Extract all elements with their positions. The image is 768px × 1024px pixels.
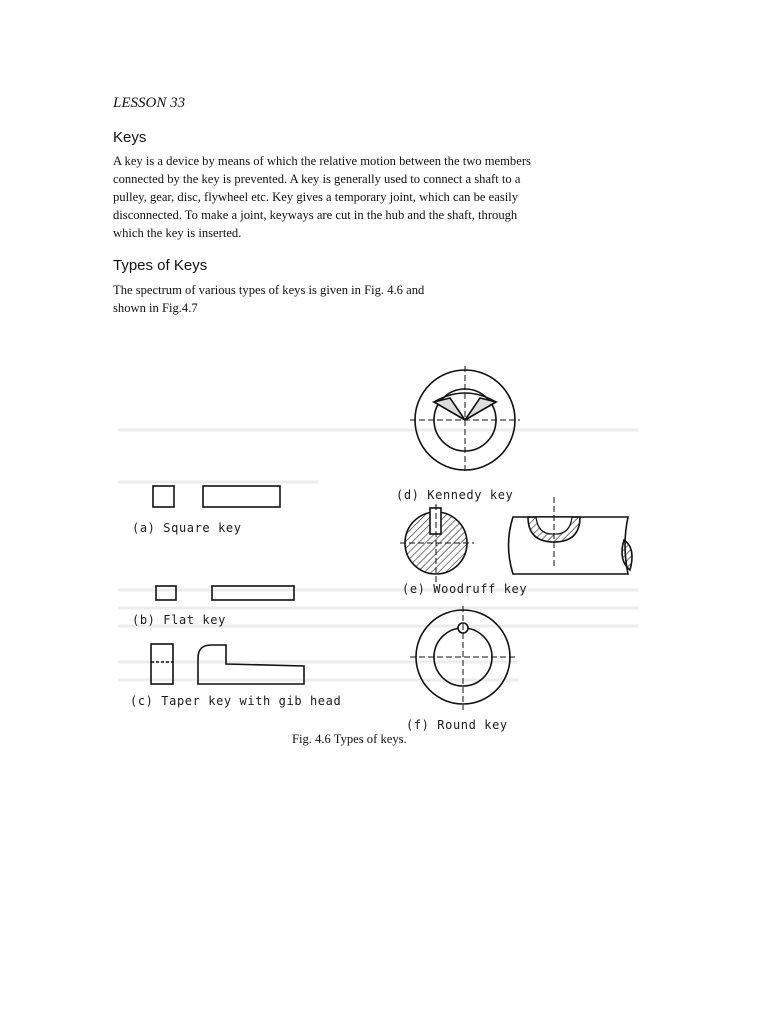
keys-drawing <box>118 362 648 742</box>
types-paragraph <box>113 281 633 317</box>
label-square-key: (a) Square key <box>132 521 242 535</box>
keys-line: disconnected. To make a joint, keyways are cut in the hub and the shaft, through <box>113 208 518 222</box>
woodruff-key-drawing <box>400 497 632 584</box>
label-kennedy-key: (d) Kennedy key <box>396 488 514 502</box>
keys-line: which the key is inserted. <box>113 226 242 240</box>
label-taper-key: (c) Taper key with gib head <box>130 694 342 708</box>
square-key-drawing <box>153 486 280 507</box>
kennedy-key-drawing <box>410 366 520 474</box>
label-round-key: (f) Round key <box>406 718 508 732</box>
bleed-through-lines <box>118 430 638 680</box>
keys-paragraph <box>113 152 633 242</box>
keys-line: pulley, gear, disc, flywheel etc. Key gives a temporary joint, which can be easily <box>113 190 519 204</box>
keys-figure <box>118 362 648 742</box>
taper-key-drawing <box>151 644 304 684</box>
types-heading: Types of Keys <box>113 257 208 274</box>
keys-line: A key is a device by means of which the relative motion between the two members <box>113 154 531 168</box>
flat-key-drawing <box>156 586 294 600</box>
keys-line: connected by the key is prevented. A key is generally used to connect a shaft to a <box>113 172 521 186</box>
keys-heading: Keys <box>113 129 147 146</box>
types-line: shown in Fig.4.7 <box>113 301 198 315</box>
figure-caption: Fig. 4.6 Types of keys. <box>292 732 407 746</box>
types-line: The spectrum of various types of keys is given in Fig. 4.6 and <box>113 283 425 297</box>
label-woodruff-key: (e) Woodruff key <box>402 582 528 596</box>
lesson-title: LESSON 33 <box>113 95 186 111</box>
round-key-drawing <box>410 606 518 710</box>
label-flat-key: (b) Flat key <box>132 613 226 627</box>
